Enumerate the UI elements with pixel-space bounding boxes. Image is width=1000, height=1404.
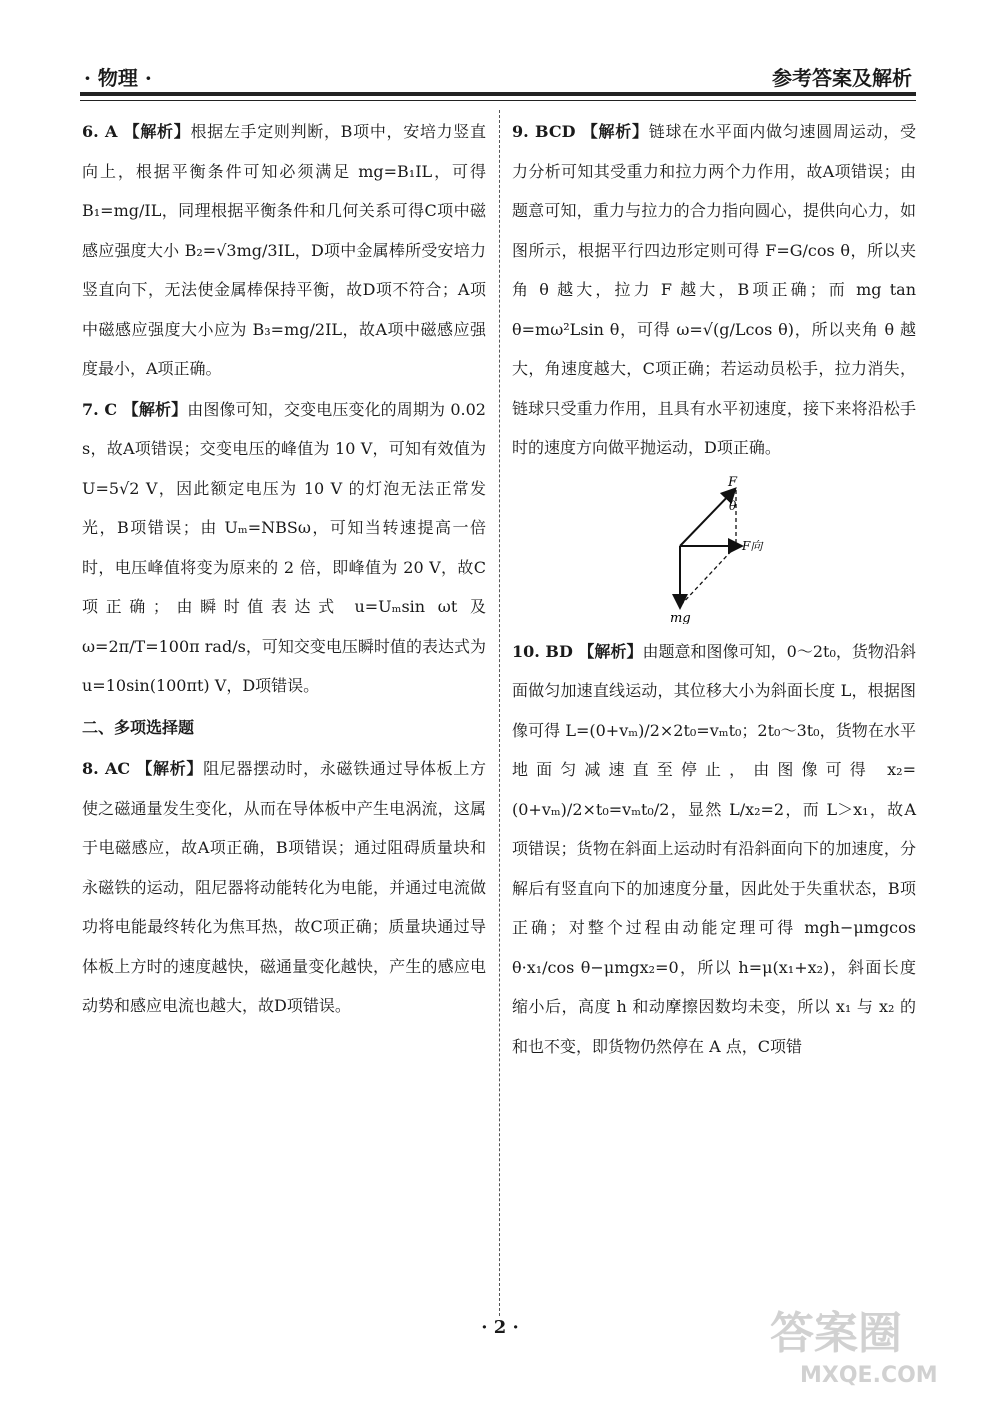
answer-7-lead: 7. C 【解析】 (82, 399, 188, 419)
column-divider (499, 110, 500, 1316)
force-diagram-svg (662, 474, 782, 624)
answer-9 (512, 112, 916, 468)
answer-9-text: 链球在水平面内做匀速圆周运动，受力分析可知其受重力和拉力两个力作用，故A项错误；由题意可知，重力与拉力的合力指向圆心，提供向心力，如图所示，根据平行四边形定则可得 F=G/cos θ，所以夹角 θ 越大，拉力 F 越大，B项正确；而 mg tan θ=mω²Lsin θ，可得 ω=√(g/Lcos θ)，所以夹角 θ 越大，角速度越大，C项正确；若运动员松手，拉力消失，链球只受重力作用，且具有水平初速度，接下来将沿松手时的速度方向做平抛运动，D项正确。 (512, 122, 916, 457)
watermark-site: MXQE.COM (800, 1363, 938, 1388)
label-F: F (728, 474, 738, 490)
answer-8 (82, 749, 486, 1026)
section-title: 二、多项选择题 (82, 717, 195, 737)
answer-10-text: 由题意和图像可知，0～2t₀，货物沿斜面做匀加速直线运动，其位移大小为斜面长度 L，根据图像可得 L=(0+vₘ)/2×2t₀=vₘt₀；2t₀～3t₀，货物在水平地面匀减速直至停止，由图像可得 x₂=(0+vₘ)/2×t₀=vₘt₀/2，显然 L/x₂=2，而 L＞x₁，故A项错误；货物在斜面上运动时有沿斜面向下的加速度，分解后有竖直向下的加速度分量，因此处于失重状态，B项正确；对整个过程由动能定理可得 mgh−μmgcos θ·x₁/cos θ−μmgx₂=0，所以 h=μ(x₁+x₂)，斜面长度缩小后，高度 h 和动摩擦因数均未变，所以 x₁ 与 x₂ 的和也不变，即货物仍然停在 A 点，C项错 (512, 641, 916, 1056)
right-column (512, 112, 916, 1067)
header-rule-thin (80, 100, 916, 101)
answer-6-text: 根据左手定则判断，B项中，安培力竖直向上，根据平衡条件可知必须满足 mg=B₁IL，可得 B₁=mg/IL，同理根据平衡条件和几何关系可得C项中磁感应强度大小 B₂=√3mg/3IL，D项中金属棒所受安培力竖直向下，无法使金属棒保持平衡，故D项不符合；A项中磁感应强度大小应为 B₃=mg/2IL，故A项中磁感应强度最小，A项正确。 (82, 122, 486, 378)
answer-10-lead: 10. BD 【解析】 (512, 641, 643, 661)
watermark-text: 答案圈 (770, 1308, 902, 1359)
left-column (82, 112, 486, 1027)
answer-7-text: 由图像可知，交变电压变化的周期为 0.02 s，故A项错误；交变电压的峰值为 10 V，可知有效值为 U=5√2 V，因此额定电压为 10 V 的灯泡无法正常发光，B项错误；由 Uₘ=NBSω，可知当转速提高一倍时，电压峰值将变为原来的 2 倍，即峰值为 20 V，故C项正确；由瞬时值表达式 u=Uₘsin ωt 及 ω=2π/T=100π rad/s，可知交变电压瞬时值的表达式为 u=10sin(100πt) V，D项错误。 (82, 399, 486, 695)
answer-7 (82, 390, 486, 706)
answer-8-lead: 8. AC 【解析】 (82, 759, 204, 778)
label-theta: θ (729, 498, 737, 513)
page-number: · 2 · (481, 1317, 519, 1338)
header-rule-thick (80, 92, 916, 96)
subject-label: · 物理 · (84, 66, 152, 90)
diagonal-dashed-line (680, 546, 736, 606)
label-mg: mg (670, 610, 691, 624)
answer-10 (512, 632, 916, 1067)
label-F-centripetal: F向 (742, 538, 763, 553)
answer-6-lead: 6. A 【解析】 (82, 122, 191, 141)
header-title: 参考答案及解析 (772, 66, 912, 90)
answer-6 (82, 112, 486, 389)
watermark-logo (760, 1296, 960, 1396)
tension-vector (680, 490, 734, 546)
force-diagram (512, 474, 916, 624)
answer-9-lead: 9. BCD 【解析】 (512, 122, 649, 141)
answer-8-text: 阻尼器摆动时，永磁铁通过导体板上方使之磁通量发生变化，从而在导体板中产生电涡流，这属于电磁感应，故A项正确，B项错误；通过阻碍质量块和永磁铁的运动，阻尼器将动能转化为电能，并通过电流做功将电能最终转化为焦耳热，故C项正确；质量块通过导体板上方时的速度越快，磁通量变化越快，产生的感应电动势和感应电流也越大，故D项错误。 (82, 759, 486, 1015)
